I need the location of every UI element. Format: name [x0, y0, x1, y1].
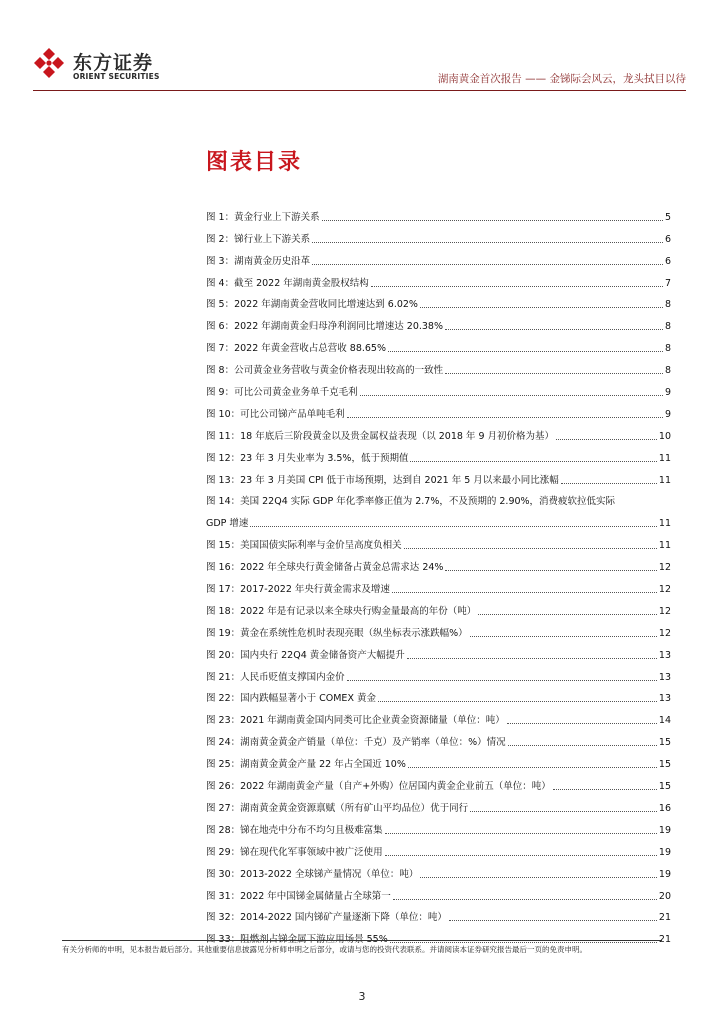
- toc-entry-label-continued: GDP 增速: [206, 518, 249, 530]
- toc-entry-page: 15: [658, 737, 671, 749]
- toc-entry-page: 21: [658, 934, 671, 946]
- toc-entry-label: 图 14：美国 22Q4 实际 GDP 年化季率修正值为 2.7%，不及预期的 2.90%，消费疲软拉低实际: [206, 496, 616, 508]
- toc-entry-label: 图 8：公司黄金业务营收与黄金价格表现出较高的一致性: [206, 365, 444, 377]
- toc-entry-label: 图 2：锑行业上下游关系: [206, 233, 311, 245]
- toc-entry[interactable]: [206, 202, 671, 224]
- report-title-header: 湖南黄金首次报告 —— 金锑际会风云，龙头拭目以待: [437, 73, 686, 85]
- leader-dots: [408, 766, 657, 768]
- toc-entry-page: 21: [658, 912, 671, 924]
- toc-entry-page: 15: [658, 781, 671, 793]
- logo-chinese-name: 东方证券: [73, 52, 154, 74]
- toc-entry-label: 图 19：黄金在系统性危机时表现亮眼（纵坐标表示涨跌幅%）: [206, 627, 468, 639]
- toc-entry[interactable]: [206, 268, 671, 290]
- toc-entry[interactable]: [206, 311, 671, 333]
- toc-entry-label: 图 18：2022 年是有记录以来全球央行购金量最高的年份（吨）: [206, 605, 477, 617]
- leader-dots: [250, 525, 656, 527]
- toc-entry-label: 图 25：湖南黄金黄金产量 22 年占全国近 10%: [206, 759, 406, 771]
- toc-entry-page: 9: [664, 408, 671, 420]
- toc-entry-page: 16: [658, 802, 671, 814]
- toc-entry-page: 11: [658, 518, 671, 530]
- toc-entry[interactable]: [206, 246, 671, 268]
- toc-entry-label: 图 6：2022 年湖南黄金归母净利润同比增速达 20.38%: [206, 321, 444, 333]
- toc-entry-label: 图 16：2022 年全球央行黄金储备占黄金总需求达 24%: [206, 562, 444, 574]
- toc-entry[interactable]: [206, 574, 671, 596]
- toc-entry[interactable]: [206, 793, 671, 815]
- leader-dots: [392, 591, 657, 593]
- company-logo: [33, 45, 193, 85]
- toc-entry-label: 图 10：可比公司锑产品单吨毛利: [206, 408, 345, 420]
- leader-dots: [553, 788, 657, 790]
- toc-entry[interactable]: [206, 771, 671, 793]
- toc-entry[interactable]: [206, 903, 671, 925]
- toc-entry-label: 图 23：2021 年湖南黄金国内同类可比企业黄金资源储量（单位：吨）: [206, 715, 505, 727]
- toc-entry-line-1[interactable]: [206, 487, 671, 509]
- leader-dots: [385, 832, 657, 834]
- toc-entry-page: 12: [658, 562, 671, 574]
- leader-dots: [347, 679, 657, 681]
- leader-dots: [407, 657, 657, 659]
- toc-entry-page: 13: [658, 649, 671, 661]
- figure-toc-list: [206, 202, 671, 946]
- toc-entry-page: 11: [658, 540, 671, 552]
- toc-entry[interactable]: [206, 640, 671, 662]
- leader-dots: [347, 416, 663, 418]
- toc-entry[interactable]: [206, 465, 671, 487]
- toc-entry-label: 图 22：国内跌幅显著小于 COMEX 黄金: [206, 693, 376, 705]
- toc-entry[interactable]: [206, 377, 671, 399]
- toc-entry-page: 9: [664, 387, 671, 399]
- footer-divider: [62, 940, 662, 941]
- toc-entry[interactable]: [206, 355, 671, 377]
- toc-entry-label: 图 30：2013-2022 全球锑产量情况（单位：吨）: [206, 868, 419, 880]
- toc-entry[interactable]: [206, 333, 671, 355]
- leader-dots: [393, 898, 657, 900]
- toc-entry-page: 5: [664, 211, 671, 223]
- toc-title: 图表目录: [206, 150, 303, 175]
- toc-entry-label: 图 33：阻燃剂占锑金属下游应用场景 55%: [206, 934, 388, 946]
- toc-entry-label: 图 21：人民币贬值支撑国内金价: [206, 671, 345, 683]
- leader-dots: [445, 372, 663, 374]
- toc-entry-label: 图 20：国内央行 22Q4 黄金储备资产大幅提升: [206, 649, 405, 661]
- toc-entry-label: 图 28：锑在地壳中分布不均匀且极难富集: [206, 824, 383, 836]
- leader-dots: [507, 722, 657, 724]
- toc-entry-label: 图 29：锑在现代化军事领域中被广泛使用: [206, 846, 383, 858]
- toc-entry-page: 12: [658, 584, 671, 596]
- toc-entry-label: 图 32：2014-2022 国内锑矿产量逐渐下降（单位：吨）: [206, 912, 447, 924]
- toc-entry-label: 图 15：美国国债实际利率与金价呈高度负相关: [206, 540, 402, 552]
- toc-entry-page: 13: [658, 671, 671, 683]
- toc-entry[interactable]: [206, 815, 671, 837]
- leader-dots: [420, 876, 656, 878]
- toc-entry-label: 图 7：2022 年黄金营收占总营收 88.65%: [206, 343, 387, 355]
- toc-entry[interactable]: [206, 443, 671, 465]
- page-number: 3: [358, 990, 366, 1003]
- leader-dots: [312, 263, 663, 265]
- leader-dots: [561, 482, 657, 484]
- toc-entry[interactable]: [206, 705, 671, 727]
- toc-entry[interactable]: [206, 924, 671, 946]
- toc-entry-label: 图 26：2022 年湖南黄金产量（自产+外购）位居国内黄金企业前五（单位：吨）: [206, 781, 551, 793]
- leader-dots: [312, 241, 663, 243]
- leader-dots: [470, 810, 657, 812]
- toc-entry[interactable]: [206, 859, 671, 881]
- leader-dots: [445, 328, 663, 330]
- analyst-disclaimer: 有关分析师的申明，见本报告最后部分。其他重要信息披露见分析师申明之后部分，或请与您的投资代表联系。并请阅读本证券研究报告最后一页的免责申明。: [62, 945, 587, 954]
- toc-entry-label: 图 24：湖南黄金黄金产销量（单位：千克）及产销率（单位：%）情况: [206, 737, 506, 749]
- logo-english-name: ORIENT SECURITIES: [73, 72, 160, 81]
- toc-entry-page: 8: [664, 365, 671, 377]
- toc-entry-page: 8: [664, 321, 671, 333]
- leader-dots: [378, 700, 657, 702]
- toc-entry-page: 7: [664, 277, 671, 289]
- toc-entry[interactable]: [206, 881, 671, 903]
- toc-entry-page: 6: [664, 233, 671, 245]
- toc-entry[interactable]: [206, 618, 671, 640]
- toc-entry-page: 13: [658, 693, 671, 705]
- toc-entry-page: 8: [664, 343, 671, 355]
- leader-dots: [556, 438, 657, 440]
- leader-dots: [470, 635, 657, 637]
- toc-entry-label: 图 11：18 年底后三阶段黄金以及贵金属权益表现（以 2018 年 9 月初价格为基）: [206, 430, 555, 442]
- toc-entry-page: 12: [658, 627, 671, 639]
- leader-dots: [404, 547, 657, 549]
- toc-entry-label: 图 12：23 年 3 月失业率为 3.5%，低于预期值: [206, 452, 409, 464]
- toc-entry-label: 图 27：湖南黄金黄金资源禀赋（所有矿山平均品位）优于同行: [206, 802, 469, 814]
- toc-entry-page: 12: [658, 605, 671, 617]
- toc-entry[interactable]: [206, 530, 671, 552]
- toc-entry-page: 11: [658, 474, 671, 486]
- toc-entry[interactable]: [206, 552, 671, 574]
- leader-dots: [449, 919, 657, 921]
- toc-entry-page: 8: [664, 299, 671, 311]
- toc-entry-label: 图 5：2022 年湖南黄金营收同比增速达到 6.02%: [206, 299, 418, 311]
- toc-entry-label: 图 17：2017-2022 年央行黄金需求及增速: [206, 584, 390, 596]
- toc-entry-label: 图 3：湖南黄金历史沿革: [206, 255, 311, 267]
- toc-entry[interactable]: [206, 399, 671, 421]
- leader-dots: [322, 219, 663, 221]
- toc-entry[interactable]: [206, 662, 671, 684]
- leader-dots: [388, 350, 663, 352]
- toc-entry-label: 图 13：23 年 3 月美国 CPI 低于市场预期，达到自 2021 年 5 月以来最小同比涨幅: [206, 474, 559, 486]
- toc-entry-label: 图 31：2022 年中国锑金属储量占全球第一: [206, 890, 391, 902]
- leader-dots: [390, 941, 657, 943]
- toc-entry[interactable]: [206, 684, 671, 706]
- toc-entry-label: 图 9：可比公司黄金业务单千克毛利: [206, 387, 358, 399]
- toc-entry[interactable]: [206, 596, 671, 618]
- toc-entry-page: 10: [658, 430, 671, 442]
- toc-entry-page: 19: [658, 846, 671, 858]
- header-divider: [33, 90, 686, 91]
- toc-entry-page: 15: [658, 759, 671, 771]
- toc-entry[interactable]: [206, 837, 671, 859]
- leader-dots: [385, 854, 657, 856]
- toc-entry-page: 6: [664, 255, 671, 267]
- toc-entry[interactable]: [206, 290, 671, 312]
- leader-dots: [371, 285, 663, 287]
- leader-dots: [410, 460, 656, 462]
- orient-logo-icon: [33, 47, 65, 79]
- toc-entry-line-2[interactable]: [206, 508, 671, 530]
- toc-entry[interactable]: [206, 727, 671, 749]
- toc-entry[interactable]: [206, 749, 671, 771]
- leader-dots: [508, 744, 657, 746]
- leader-dots: [478, 613, 657, 615]
- leader-dots: [420, 306, 663, 308]
- leader-dots: [445, 569, 656, 571]
- toc-entry-label: 图 1：黄金行业上下游关系: [206, 211, 320, 223]
- toc-entry-page: 11: [658, 452, 671, 464]
- toc-entry-page: 19: [658, 868, 671, 880]
- toc-entry-page: 14: [658, 715, 671, 727]
- leader-dots: [360, 394, 663, 396]
- toc-entry[interactable]: [206, 224, 671, 246]
- toc-entry-page: 19: [658, 824, 671, 836]
- toc-entry-label: 图 4：截至 2022 年湖南黄金股权结构: [206, 277, 369, 289]
- toc-entry[interactable]: [206, 421, 671, 443]
- toc-entry-page: 20: [658, 890, 671, 902]
